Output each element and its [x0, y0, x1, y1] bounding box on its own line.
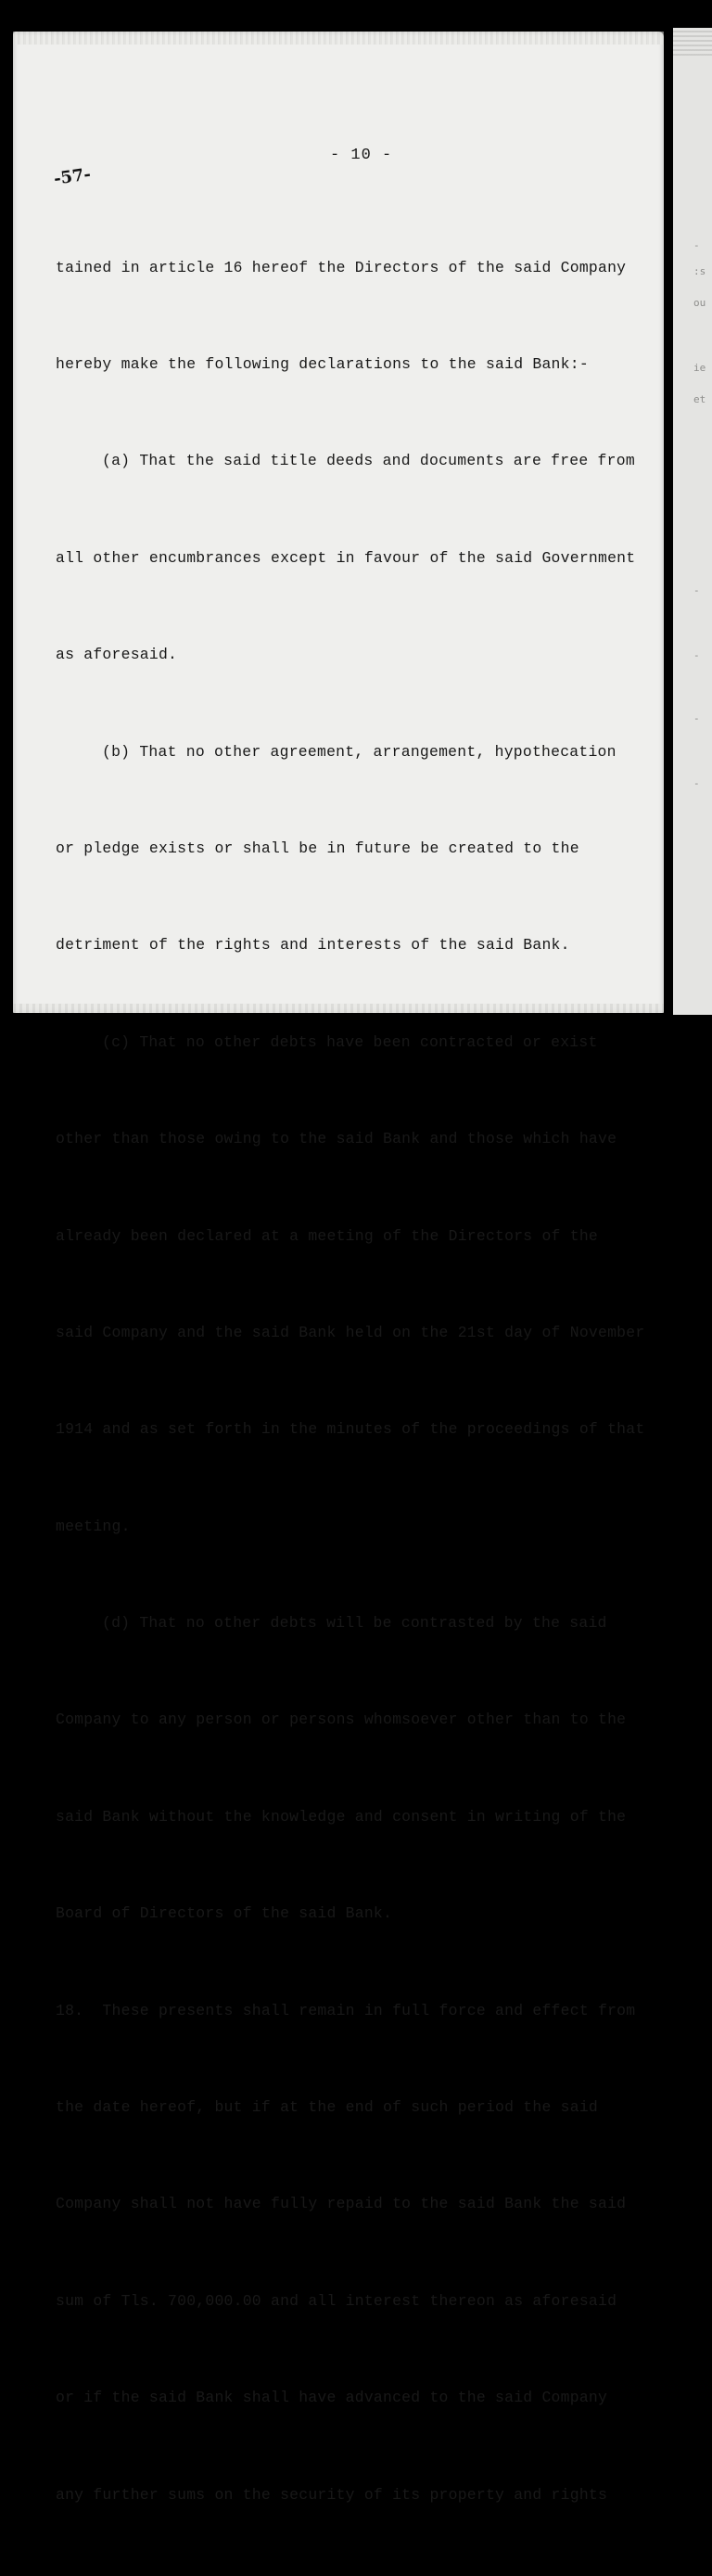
body-line: the date hereof, but if at the end of such period the said	[56, 2098, 598, 2117]
document-body	[56, 139, 658, 2576]
body-line: hereby make the following declarations to the said Bank:-	[56, 354, 589, 373]
edge-mark: -	[693, 649, 700, 661]
page-top-edge	[13, 32, 664, 45]
clause-line: 18. These presents shall remain in full force and effect from	[56, 2001, 636, 2019]
page-number: - 10 -	[330, 147, 393, 164]
body-line: said Company and the said Bank held on the 21st day of November	[56, 1323, 645, 1341]
edge-mark: -	[693, 777, 700, 789]
paragraph-line: (d) That no other debts will be contrasted by the said	[102, 1614, 607, 1633]
body-line: detriment of the rights and interests of the said Bank.	[56, 936, 570, 955]
edge-mark: -	[693, 239, 700, 251]
body-line: meeting.	[56, 1517, 131, 1535]
adjacent-page-edge	[673, 28, 712, 1015]
body-line: all other encumbrances except in favour of the said Government	[56, 548, 636, 567]
edge-mark: ie	[693, 362, 706, 374]
body-line: Board of Directors of the said Bank.	[56, 1904, 393, 1923]
edge-mark: ou	[693, 297, 706, 309]
body-line: already been declared at a meeting of the Directors of the	[56, 1226, 598, 1245]
paragraph-line: (b) That no other agreement, arrangement, hypothecation	[102, 742, 617, 761]
edge-mark: :s	[693, 265, 706, 277]
body-line: any further sums on the security of its property and rights	[56, 2485, 608, 2504]
edge-mark: et	[693, 393, 706, 405]
adjacent-page-grain	[673, 28, 712, 56]
body-line: Company to any person or persons whomsoever other than to the	[56, 1711, 627, 1729]
body-line: as aforesaid.	[56, 646, 178, 664]
edge-mark: -	[693, 712, 700, 724]
body-line: other than those owing to the said Bank and those which have	[56, 1130, 617, 1148]
edge-mark: -	[693, 584, 700, 596]
paragraph-line: (c) That no other debts have been contracted or exist	[102, 1032, 598, 1051]
body-line: tained in article 16 hereof the Directors of the said Company	[56, 258, 627, 276]
margin-annotation: -57-	[52, 164, 93, 189]
body-line: said Bank without the knowledge and consent in writing of the	[56, 1807, 627, 1826]
body-line: 1914 and as set forth in the minutes of the proceedings of that	[56, 1420, 645, 1439]
body-line: or pledge exists or shall be in future be created to the	[56, 839, 579, 857]
body-line: sum of Tls. 700,000.00 and all interest thereon as aforesaid	[56, 2291, 617, 2310]
paragraph-line: (a) That the said title deeds and documents are free from	[102, 452, 635, 470]
body-line: Company shall not have fully repaid to the said Bank the said	[56, 2195, 627, 2213]
body-line: or if the said Bank shall have advanced to the said Company	[56, 2389, 608, 2407]
